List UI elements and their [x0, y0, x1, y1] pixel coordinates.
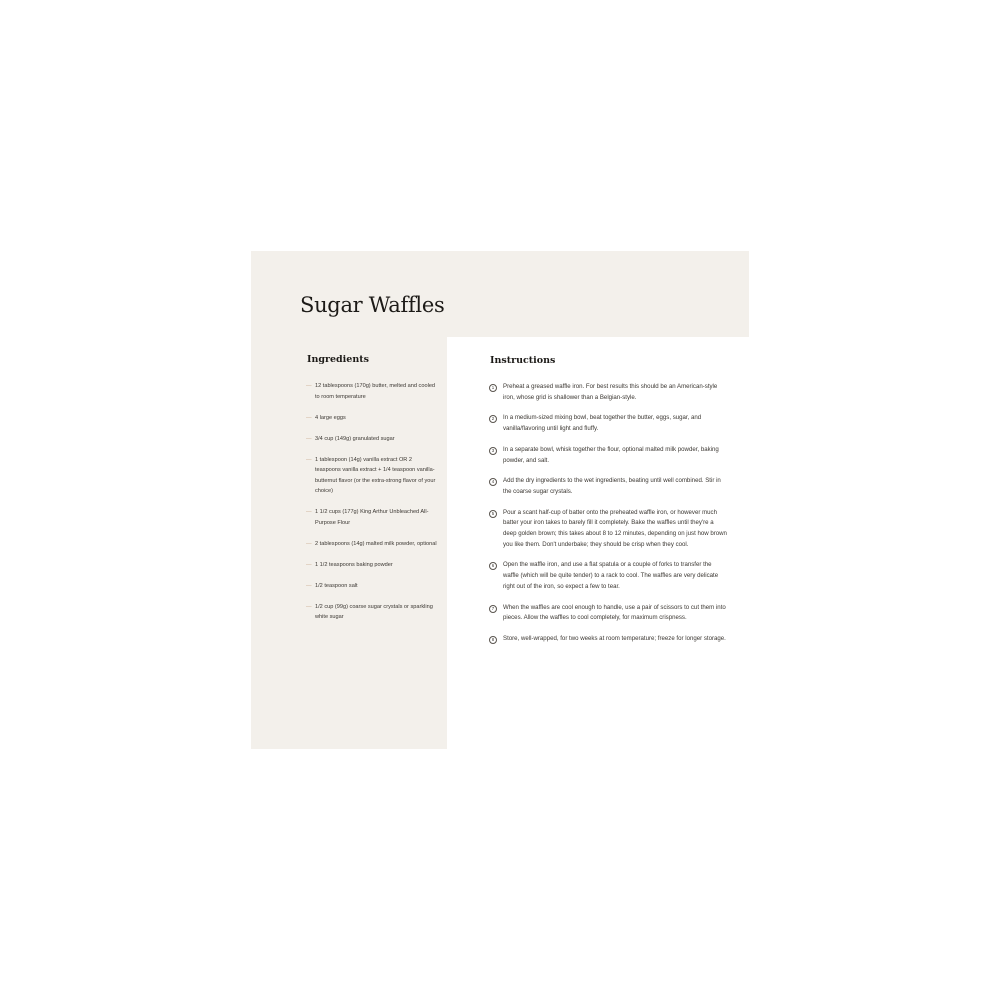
dash-bullet-icon: — — [306, 435, 312, 442]
ingredient-item — [306, 539, 438, 550]
ingredient-text: 1/2 teaspoon salt — [315, 582, 358, 589]
ingredient-text: 1 1/2 teaspoons baking powder — [315, 561, 393, 568]
instruction-text: Store, well-wrapped, for two weeks at room temperature; freeze for longer storage. — [503, 634, 726, 642]
dash-bullet-icon: — — [306, 561, 312, 568]
instruction-step — [489, 508, 727, 551]
ingredient-text: 2 tablespoons (14g) malted milk powder, optional — [315, 540, 437, 547]
dash-bullet-icon: — — [306, 383, 312, 389]
dash-bullet-icon: — — [306, 414, 312, 421]
dash-bullet-icon: — — [306, 582, 312, 589]
dash-bullet-icon: — — [306, 509, 312, 515]
dash-bullet-icon: — — [306, 540, 312, 547]
instruction-text: Preheat a greased waffle iron. For best results this should be an American-style iron, whose grid is shallower than a Belgian-style. — [503, 383, 718, 401]
instruction-step — [489, 634, 727, 645]
instructions-heading: Instructions — [490, 355, 556, 366]
step-number-icon: 3 — [489, 447, 497, 455]
instruction-text: Add the dry ingredients to the wet ingredients, beating until well combined. Stir in the coarse sugar crystals. — [503, 477, 721, 495]
instruction-step — [489, 445, 727, 466]
ingredient-text: 4 large eggs — [315, 414, 346, 421]
ingredient-item — [306, 560, 438, 571]
ingredient-item — [306, 413, 438, 424]
recipe-title: Sugar Waffles — [300, 293, 445, 317]
instruction-step — [489, 413, 727, 434]
ingredient-text: 1 tablespoon (14g) vanilla extract OR 2 teaspoons vanilla extract + 1/4 teaspoon vanilla-butternut flavor (or the extra-strong flavor of your choice) — [315, 456, 436, 494]
step-number-icon: 2 — [489, 415, 497, 423]
instruction-text: When the waffles are cool enough to handle, use a pair of scissors to cut them into pieces. Allow the waffles to cool completely, for maximum crispness. — [503, 603, 726, 622]
step-number-icon: 7 — [489, 605, 497, 613]
ingredient-text: 3/4 cup (149g) granulated sugar — [315, 435, 395, 442]
ingredient-item — [306, 455, 438, 497]
ingredient-text: 1 1/2 cups (177g) King Arthur Unbleached All-Purpose Flour — [315, 509, 429, 526]
instruction-text: In a medium-sized mixing bowl, beat together the butter, eggs, sugar, and vanilla/flavoring until light and fluffy. — [503, 414, 702, 433]
instruction-step — [489, 603, 727, 624]
ingredient-item — [306, 581, 438, 592]
dash-bullet-icon: — — [306, 603, 312, 610]
dash-bullet-icon: — — [306, 456, 312, 463]
recipe-card — [251, 251, 749, 749]
instructions-panel — [447, 337, 749, 749]
step-number-icon: 5 — [489, 510, 497, 518]
ingredient-item — [306, 507, 438, 528]
ingredient-item — [306, 602, 438, 623]
step-number-icon: 1 — [489, 384, 497, 392]
instruction-step — [489, 560, 727, 592]
ingredient-item — [306, 381, 438, 402]
ingredient-text: 12 tablespoons (170g) butter, melted and cooled to room temperature — [315, 383, 436, 400]
instruction-step — [489, 382, 727, 403]
instruction-step — [489, 476, 727, 497]
step-number-icon: 6 — [489, 562, 497, 570]
step-number-icon: 4 — [489, 478, 497, 486]
ingredient-text: 1/2 cup (99g) coarse sugar crystals or sparkling white sugar — [315, 603, 433, 620]
ingredients-list — [306, 381, 438, 633]
step-number-icon: 8 — [489, 636, 497, 644]
instruction-text: In a separate bowl, whisk together the flour, optional malted milk powder, baking powder, and salt. — [503, 445, 719, 464]
instructions-list — [489, 382, 727, 655]
ingredient-item — [306, 434, 438, 445]
instruction-text: Pour a scant half-cup of batter onto the preheated waffle iron, or however much batter your iron takes to barely fill it completely. Bake the waffles until they're a deep golden brown; this takes about 8 to 12 minutes, depending on just how brown you like them. Don't underbake; they should be crisp when they cool. — [503, 508, 727, 548]
ingredients-heading: Ingredients — [307, 354, 369, 365]
instruction-text: Open the waffle iron, and use a flat spatula or a couple of forks to transfer the waffle (which will be quite tender) to a rack to cool. The waffles are very delicate right out of the iron, so expect a few to tear. — [503, 561, 719, 590]
